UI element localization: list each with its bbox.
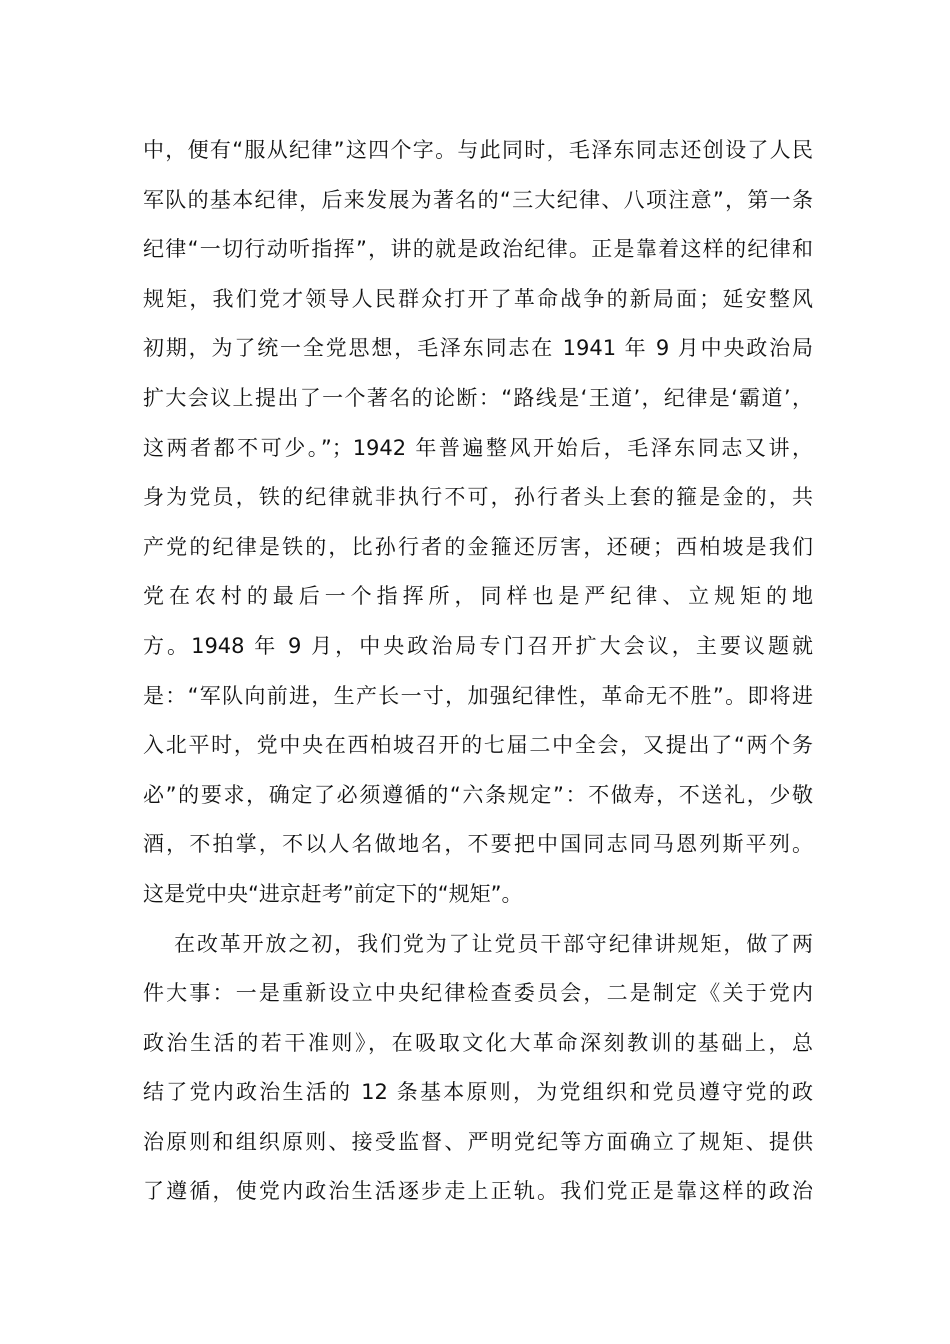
text-line: 党在农村的最后一个指挥所，同样也是严纪律、立规矩的地 xyxy=(143,584,813,609)
text-line: 治原则和组织原则、接受监督、严明党纪等方面确立了规矩、提供 xyxy=(143,1129,813,1154)
text-line: 中，便有“服从纪律”这四个字。与此同时，毛泽东同志还创设了人民 xyxy=(143,138,813,162)
text-line: 结了党内政治生活的 12 条基本原则，为党组织和党员遵守党的政 xyxy=(143,1080,813,1105)
body-text xyxy=(143,126,813,1217)
text-line: 这两者都不可少。”；1942 年普遍整风开始后，毛泽东同志又讲， xyxy=(143,435,813,460)
text-line: 入北平时，党中央在西柏坡召开的七届二中全会，又提出了“两个务 xyxy=(143,733,813,758)
text-line: 扩大会议上提出了一个著名的论断：“路线是‘王道’，纪律是‘霸道’， xyxy=(143,385,813,410)
text-line: 军队的基本纪律，后来发展为著名的“三大纪律、八项注意”，第一条 xyxy=(143,187,813,212)
text-line: 这是党中央“进京赶考”前定下的“规矩”。 xyxy=(143,881,523,906)
text-line: 方。1948 年 9 月，中央政治局专门召开扩大会议，主要议题就 xyxy=(143,633,813,658)
paragraph-first-line: 在改革开放之初，我们党为了让党员干部守纪律讲规矩，做了两 xyxy=(174,931,813,956)
text-line: 身为党员，铁的纪律就非执行不可，孙行者头上套的箍是金的，共 xyxy=(143,485,813,510)
text-line: 纪律“一切行动听指挥”，讲的就是政治纪律。正是靠着这样的纪律和 xyxy=(143,237,813,262)
text-line: 政治生活的若干准则》，在吸取文化大革命深刻教训的基础上，总 xyxy=(143,1030,813,1055)
text-line: 件大事：一是重新设立中央纪律检查委员会，二是制定《关于党内 xyxy=(143,981,813,1006)
text-line: 是：“军队向前进，生产长一寸，加强纪律性，革命无不胜”。即将进 xyxy=(143,683,813,708)
text-line: 了遵循，使党内政治生活逐步走上正轨。我们党正是靠这样的政治 xyxy=(143,1179,813,1204)
text-line: 产党的纪律是铁的，比孙行者的金箍还厉害，还硬；西柏坡是我们 xyxy=(143,534,813,559)
text-line: 必”的要求，确定了必须遵循的“六条规定”：不做寿，不送礼，少敬 xyxy=(143,782,813,807)
text-line: 规矩，我们党才领导人民群众打开了革命战争的新局面；延安整风 xyxy=(143,286,813,311)
text-line: 初期，为了统一全党思想，毛泽东同志在 1941 年 9 月中央政治局 xyxy=(143,336,813,361)
text-line: 酒，不拍掌，不以人名做地名，不要把中国同志同马恩列斯平列。 xyxy=(143,832,813,857)
